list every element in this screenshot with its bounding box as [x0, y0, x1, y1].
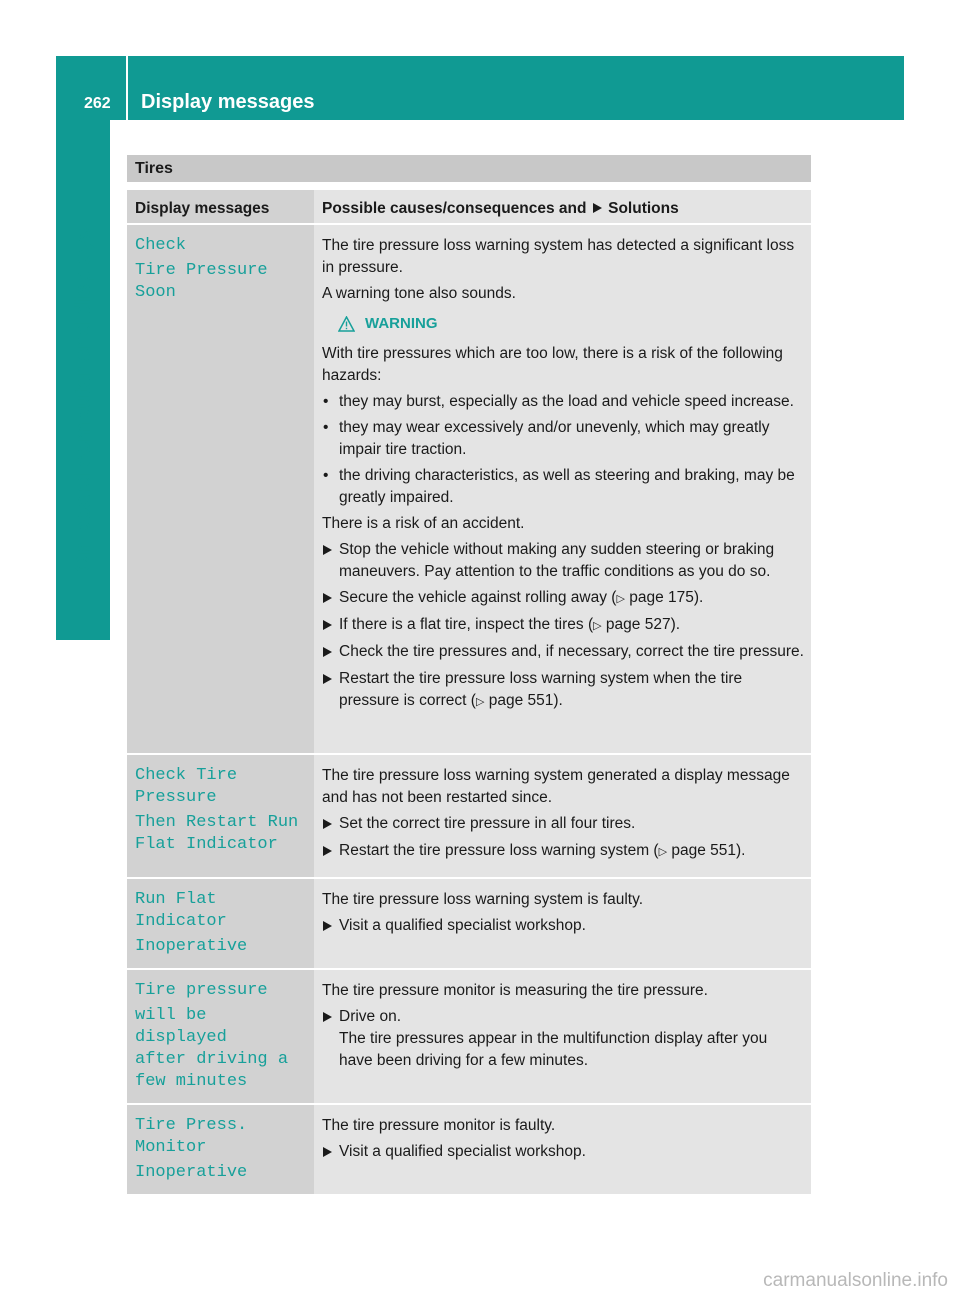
message-cell	[127, 224, 314, 754]
page-ref-icon: ▷	[593, 620, 602, 632]
header-divider	[126, 56, 128, 120]
col-header-causes: Possible causes/consequences and Solutions	[314, 190, 811, 224]
arrow-icon	[323, 819, 332, 829]
message-cell	[127, 754, 314, 878]
page-ref-icon: ▷	[616, 593, 625, 605]
col-header-messages: Display messages	[127, 190, 314, 224]
arrow-icon	[593, 203, 602, 213]
solution-step: Drive on. The tire pressures appear in the multifunction display after you have been driving for a few minutes.	[322, 1006, 805, 1072]
arrow-icon	[323, 545, 332, 555]
solution-step: Visit a qualified specialist workshop.	[322, 915, 805, 938]
solution-cell: The tire pressure monitor is measuring the tire pressure. Drive on. The tire pressures appear in the multifunction display after you have been driving for a few minutes.	[314, 969, 811, 1104]
hazard-bullet: • they may burst, especially as the load and vehicle speed increase.	[323, 393, 794, 410]
solution-step: Set the correct tire pressure in all four tires.	[322, 813, 805, 836]
table-row	[127, 1104, 811, 1195]
table-row	[127, 224, 811, 754]
arrow-icon	[323, 1012, 332, 1022]
chapter-title: Display messages	[141, 91, 315, 113]
arrow-icon	[323, 593, 332, 603]
display-message: Run Flat Indicator Inoperative	[135, 890, 248, 956]
solution-step: Stop the vehicle without making any sudden steering or braking maneuvers. Pay attention to the traffic conditions as you do so.	[322, 539, 805, 583]
table-row	[127, 754, 811, 878]
page-ref-icon: ▷	[658, 846, 668, 858]
arrow-icon	[323, 846, 332, 856]
solution-cell: The tire pressure loss warning system is faulty. Visit a qualified specialist workshop.	[314, 878, 811, 969]
display-message: Tire Press. Monitor Inoperative	[135, 1116, 248, 1182]
solution-cell: The tire pressure monitor is faulty. Visit a qualified specialist workshop.	[314, 1104, 811, 1195]
hazard-bullet: • the driving characteristics, as well as steering and braking, may be greatly impaired.	[323, 467, 795, 506]
warning-heading: WARNING	[338, 313, 805, 335]
side-chapter-label: On-board computer and displays	[70, 227, 95, 573]
display-message: Tire pressure will be displayed after driving a few minutes	[135, 981, 289, 1091]
display-message: Check Tire Pressure Soon	[135, 236, 268, 302]
arrow-icon	[323, 674, 332, 684]
solution-step: If there is a flat tire, inspect the tires (▷ page 527).	[322, 614, 805, 637]
table-row	[127, 969, 811, 1104]
arrow-icon	[323, 647, 332, 657]
solution-cell: The tire pressure loss warning system has detected a significant loss in pressure. A warning tone also sounds. WARNING With tire pressures which are too low, there is a risk of the following hazards: • they may burst, especially as the load and vehicle speed increase. • they may wear excessively and/or unevenly, which may greatly impair tire traction. • the driving characteristics, as well as steering and braking, may be greatly impaired. There is a risk of an accident. Stop the vehicle without making any sudden steering or braking maneuvers. Pay attention to the traffic conditions as you do so. Secure the vehicle against rolling away (▷ page 175). If there is a flat tire, inspect the tires (▷ page 527). Check the tire pressures and, if necessary, correct the tire pressure. Restart the tire pressure loss warning system when the tire pressure is correct (▷ page 551).	[314, 224, 811, 754]
arrow-icon	[323, 1147, 332, 1157]
solution-step: Check the tire pressures and, if necessary, correct the tire pressure.	[322, 641, 805, 664]
page-number: 262	[84, 95, 111, 112]
solution-step: Secure the vehicle against rolling away (▷ page 175).	[322, 587, 805, 610]
solution-step: Visit a qualified specialist workshop.	[322, 1141, 805, 1164]
page-ref-icon: ▷	[475, 696, 485, 708]
watermark: carmanualsonline.info	[763, 1270, 948, 1291]
message-cell	[127, 1104, 314, 1195]
display-messages-table	[127, 190, 811, 1196]
table-title: Tires	[127, 155, 811, 182]
arrow-icon	[323, 620, 332, 630]
solution-step: Restart the tire pressure loss warning system when the tire pressure is correct (▷ page 551).	[322, 668, 805, 713]
hazard-bullet: • they may wear excessively and/or unevenly, which may greatly impair tire traction.	[323, 419, 770, 458]
warning-icon	[338, 316, 355, 332]
table-header-row	[127, 190, 811, 224]
message-cell	[127, 969, 314, 1104]
arrow-icon	[323, 921, 332, 931]
solution-cell: The tire pressure loss warning system generated a display message and has not been restarted since. Set the correct tire pressure in all four tires. Restart the tire pressure loss warning system (▷ page 551).	[314, 754, 811, 878]
display-message: Check Tire Pressure Then Restart Run Flat Indicator	[135, 766, 299, 854]
table-row	[127, 878, 811, 969]
message-cell	[127, 878, 314, 969]
solution-step: Restart the tire pressure loss warning system (▷ page 551).	[322, 840, 805, 863]
